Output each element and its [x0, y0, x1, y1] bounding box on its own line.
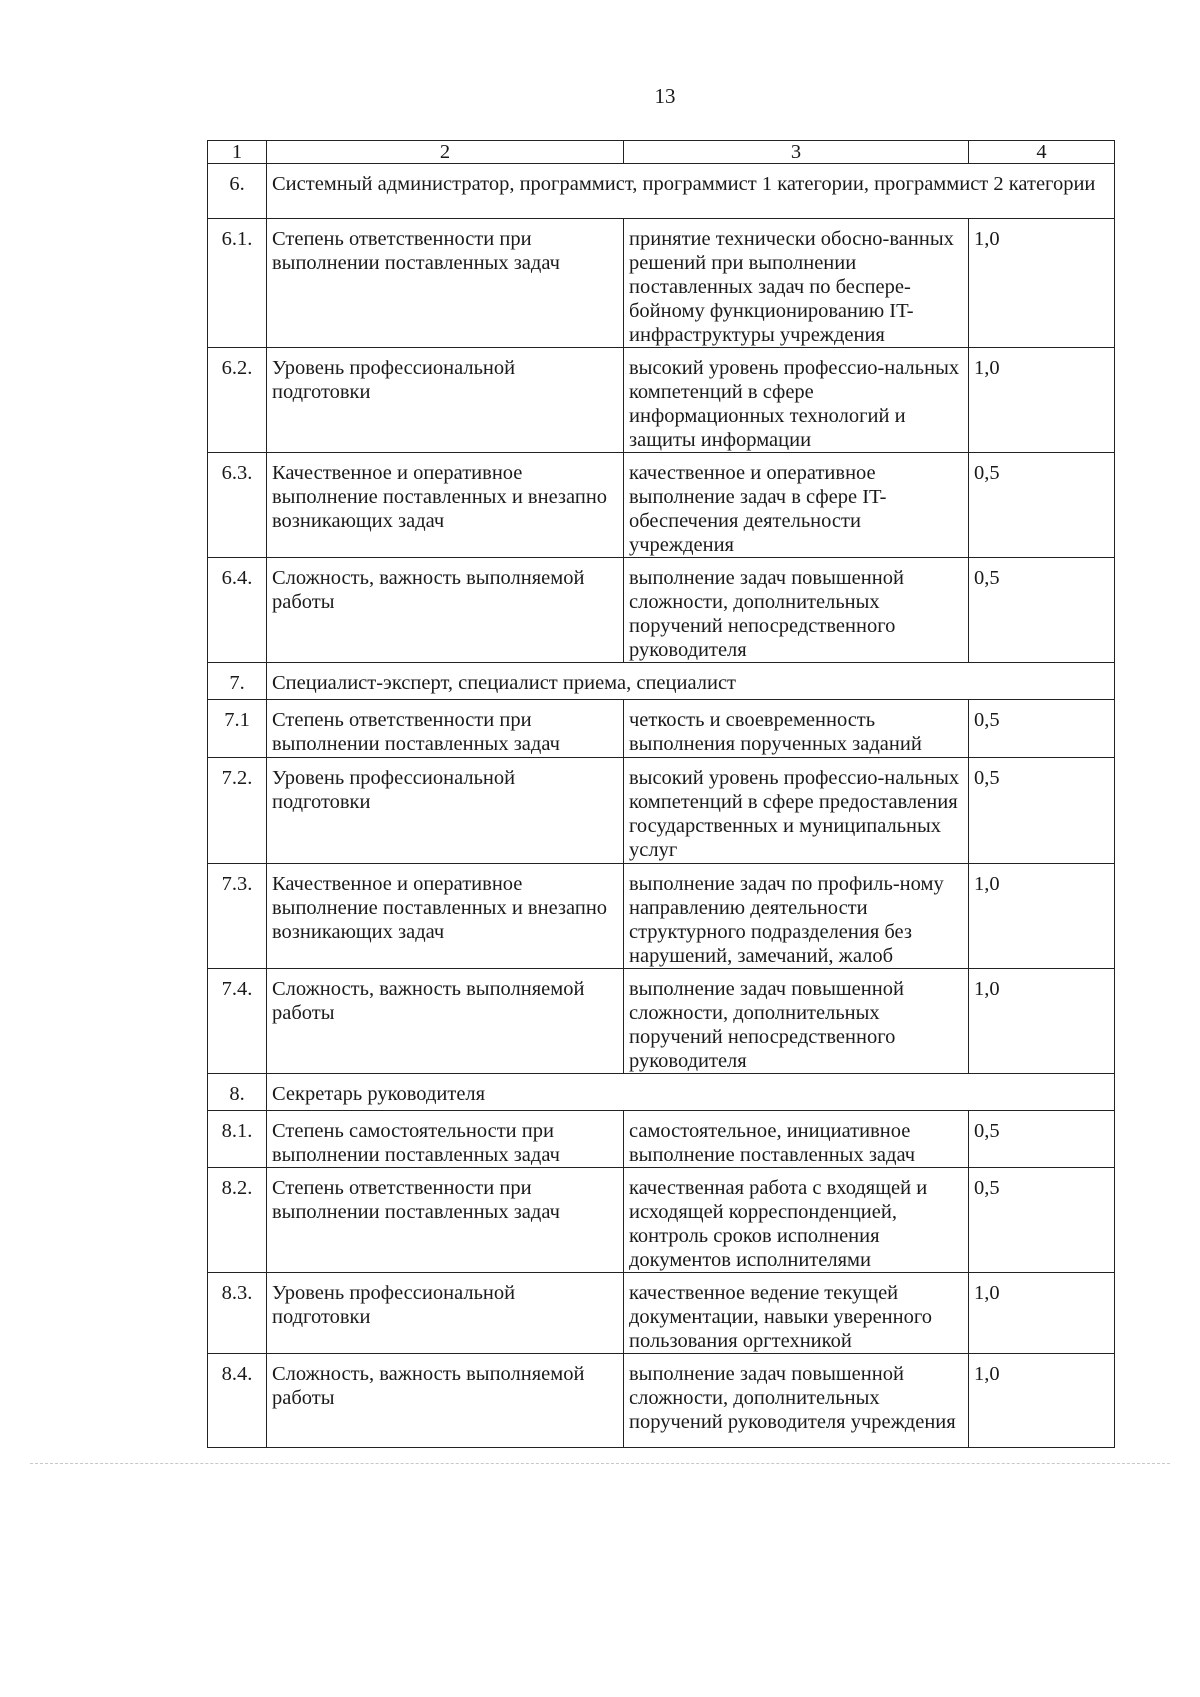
criterion-row: [208, 758, 1115, 864]
criterion-row: [208, 1111, 1115, 1168]
criterion-description: выполнение задач повышенной сложности, дополнительных поручений непосредственного руководителя: [624, 558, 969, 663]
criterion-name: Степень ответственности при выполнении поставленных задач: [267, 700, 624, 758]
criterion-value: 1,0: [969, 348, 1115, 453]
criterion-description: принятие технически обосно-ванных решений при выполнении поставленных задач по беспере-бойному функционированию IT-инфраструктуры учреждения: [624, 219, 969, 348]
criterion-number: 6.4.: [208, 558, 267, 663]
criterion-name: Сложность, важность выполняемой работы: [267, 558, 624, 663]
criterion-value: 1,0: [969, 969, 1115, 1074]
criterion-name: Степень самостоятельности при выполнении поставленных задач: [267, 1111, 624, 1168]
criterion-number: 7.4.: [208, 969, 267, 1074]
criterion-value: 1,0: [969, 1273, 1115, 1354]
section-row: [208, 164, 1115, 219]
criterion-name: Степень ответственности при выполнении поставленных задач: [267, 1168, 624, 1273]
criterion-number: 6.2.: [208, 348, 267, 453]
header-col-1: 1: [208, 141, 267, 164]
criterion-row: [208, 700, 1115, 758]
section-row: [208, 1074, 1115, 1111]
criterion-value: 0,5: [969, 558, 1115, 663]
header-col-2: 2: [267, 141, 624, 164]
section-title: Системный администратор, программист, программист 1 категории, программист 2 категории: [267, 164, 1115, 219]
criterion-row: [208, 453, 1115, 558]
criterion-description: выполнение задач по профиль-ному направлению деятельности структурного подразделения без нарушений, замечаний, жалоб: [624, 864, 969, 969]
criterion-value: 0,5: [969, 1168, 1115, 1273]
criterion-row: [208, 219, 1115, 348]
criterion-number: 8.2.: [208, 1168, 267, 1273]
criterion-number: 7.1: [208, 700, 267, 758]
criterion-name: Уровень профессиональной подготовки: [267, 758, 624, 864]
criterion-value: 1,0: [969, 219, 1115, 348]
criterion-name: Качественное и оперативное выполнение поставленных и внезапно возникающих задач: [267, 864, 624, 969]
criterion-description: выполнение задач повышенной сложности, дополнительных поручений руководителя учреждения: [624, 1354, 969, 1448]
section-title: Секретарь руководителя: [267, 1074, 1115, 1111]
scan-artifact-line: [30, 1463, 1170, 1464]
criterion-number: 7.2.: [208, 758, 267, 864]
criterion-value: 1,0: [969, 864, 1115, 969]
section-number: 7.: [208, 663, 267, 700]
criterion-description: качественная работа с входящей и исходящей корреспонденцией, контроль сроков исполнения документов исполнителями: [624, 1168, 969, 1273]
criteria-table-body: [208, 141, 1115, 1448]
criterion-value: 0,5: [969, 758, 1115, 864]
criterion-row: [208, 969, 1115, 1074]
header-col-3: 3: [624, 141, 969, 164]
criterion-name: Степень ответственности при выполнении поставленных задач: [267, 219, 624, 348]
criterion-value: 0,5: [969, 700, 1115, 758]
criterion-row: [208, 558, 1115, 663]
criterion-description: выполнение задач повышенной сложности, дополнительных поручений непосредственного руководителя: [624, 969, 969, 1074]
criterion-value: 0,5: [969, 1111, 1115, 1168]
criterion-number: 6.3.: [208, 453, 267, 558]
criterion-number: 7.3.: [208, 864, 267, 969]
criteria-table: [207, 140, 1115, 1448]
section-number: 6.: [208, 164, 267, 219]
criterion-row: [208, 348, 1115, 453]
criterion-value: 0,5: [969, 453, 1115, 558]
criterion-description: высокий уровень профессио-нальных компетенций в сфере предоставления государственных и муниципальных услуг: [624, 758, 969, 864]
criterion-description: самостоятельное, инициативное выполнение поставленных задач: [624, 1111, 969, 1168]
page-number: 13: [654, 84, 676, 108]
criterion-name: Уровень профессиональной подготовки: [267, 1273, 624, 1354]
criterion-name: Качественное и оперативное выполнение поставленных и внезапно возникающих задач: [267, 453, 624, 558]
header-col-4: 4: [969, 141, 1115, 164]
criterion-description: высокий уровень профессио-нальных компетенций в сфере информационных технологий и защиты информации: [624, 348, 969, 453]
criterion-name: Сложность, важность выполняемой работы: [267, 1354, 624, 1448]
header-row: [208, 141, 1115, 164]
section-number: 8.: [208, 1074, 267, 1111]
criterion-description: четкость и своевременность выполнения порученных заданий: [624, 700, 969, 758]
section-row: [208, 663, 1115, 700]
criterion-row: [208, 864, 1115, 969]
criterion-name: Уровень профессиональной подготовки: [267, 348, 624, 453]
criterion-number: 8.1.: [208, 1111, 267, 1168]
criterion-name: Сложность, важность выполняемой работы: [267, 969, 624, 1074]
criterion-row: [208, 1168, 1115, 1273]
criterion-row: [208, 1354, 1115, 1448]
criterion-row: [208, 1273, 1115, 1354]
criterion-number: 8.3.: [208, 1273, 267, 1354]
criterion-value: 1,0: [969, 1354, 1115, 1448]
criterion-description: качественное и оперативное выполнение задач в сфере IT-обеспечения деятельности учреждения: [624, 453, 969, 558]
criterion-number: 8.4.: [208, 1354, 267, 1448]
criterion-number: 6.1.: [208, 219, 267, 348]
criterion-description: качественное ведение текущей документации, навыки уверенного пользования оргтехникой: [624, 1273, 969, 1354]
section-title: Специалист-эксперт, специалист приема, специалист: [267, 663, 1115, 700]
